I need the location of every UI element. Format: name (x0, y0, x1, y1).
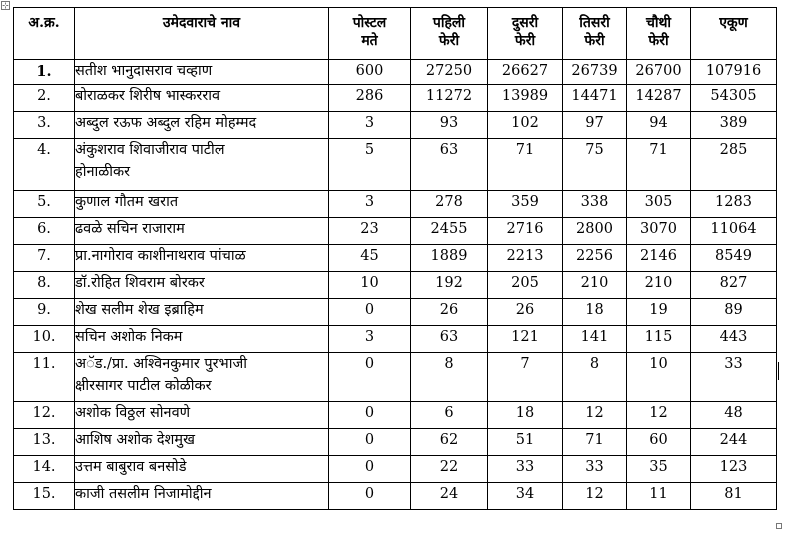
header-round-3-line-2: फेरी (584, 33, 605, 49)
candidate-name-cell (75, 353, 329, 402)
round-1-cell: 1889 (411, 245, 488, 272)
serial-cell: 13. (14, 429, 75, 456)
header-postal-votes (329, 8, 411, 60)
header-round-2-line-1: दुसरी (511, 15, 539, 31)
round-3-cell: 18 (563, 299, 627, 326)
round-1-cell: 26 (411, 299, 488, 326)
round-3-cell: 33 (563, 456, 627, 483)
postal-votes-cell: 0 (329, 402, 411, 429)
total-cell: 107916 (691, 60, 777, 85)
candidate-name-line: ढवळे सचिन राजाराम (75, 221, 185, 237)
table-row (14, 245, 777, 272)
postal-votes-cell: 3 (329, 112, 411, 139)
header-round-3 (563, 8, 627, 60)
header-round-4-line-2: फेरी (648, 33, 669, 49)
postal-votes-cell: 0 (329, 456, 411, 483)
candidate-name-cell (75, 112, 329, 139)
table-row (14, 353, 777, 402)
total-cell: 123 (691, 456, 777, 483)
serial-cell: 3. (14, 112, 75, 139)
total-cell: 11064 (691, 218, 777, 245)
results-table (13, 7, 777, 510)
total-cell: 389 (691, 112, 777, 139)
table-row (14, 139, 777, 191)
candidate-name-cell (75, 60, 329, 85)
round-3-cell: 141 (563, 326, 627, 353)
candidate-name-line: क्षीरसागर पाटील कोळीकर (75, 378, 212, 394)
header-round-2 (488, 8, 563, 60)
header-row (14, 8, 777, 60)
round-2-cell: 2716 (488, 218, 563, 245)
round-2-cell: 102 (488, 112, 563, 139)
total-cell: 48 (691, 402, 777, 429)
candidate-name-line: अंकुशराव शिवाजीराव पाटील (75, 142, 225, 158)
candidate-name-cell (75, 272, 329, 299)
candidate-name-cell (75, 402, 329, 429)
candidate-name-line: प्रा.नागोराव काशीनाथराव पांचाळ (75, 248, 246, 264)
candidate-name-line: अब्दुल रऊफ अब्दुल रहिम मोहम्मद (75, 115, 257, 131)
table-row (14, 191, 777, 218)
round-4-cell: 305 (627, 191, 691, 218)
round-3-cell: 2800 (563, 218, 627, 245)
table-row (14, 429, 777, 456)
candidate-name-cell (75, 85, 329, 112)
round-4-cell: 12 (627, 402, 691, 429)
round-2-cell: 34 (488, 483, 563, 510)
total-cell: 81 (691, 483, 777, 510)
round-1-cell: 62 (411, 429, 488, 456)
candidate-name-line: डॉ.रोहित शिवराम बोरकर (75, 275, 205, 291)
candidate-name-cell (75, 245, 329, 272)
serial-cell: 12. (14, 402, 75, 429)
candidate-name-cell (75, 456, 329, 483)
round-4-cell: 115 (627, 326, 691, 353)
postal-votes-cell: 3 (329, 326, 411, 353)
header-candidate-name: उमेदवाराचे नाव (75, 8, 329, 60)
round-2-cell: 71 (488, 139, 563, 191)
postal-votes-cell: 10 (329, 272, 411, 299)
candidate-name-line: बोराळकर शिरीष भास्करराव (75, 88, 221, 104)
total-cell: 89 (691, 299, 777, 326)
round-3-cell: 8 (563, 353, 627, 402)
serial-cell: 10. (14, 326, 75, 353)
table-row (14, 112, 777, 139)
round-3-cell: 26739 (563, 60, 627, 85)
candidate-name-line: अॅड./प्रा. अश्विनकुमार पुरभाजी (75, 356, 248, 372)
header-round-1-line-2: फेरी (438, 33, 460, 49)
round-1-cell: 22 (411, 456, 488, 483)
header-serial: अ.क्र. (14, 8, 75, 60)
postal-votes-cell: 286 (329, 85, 411, 112)
postal-votes-cell: 0 (329, 429, 411, 456)
round-2-cell: 18 (488, 402, 563, 429)
serial-cell: 4. (14, 139, 75, 191)
round-3-cell: 14471 (563, 85, 627, 112)
round-1-cell: 63 (411, 139, 488, 191)
header-round-3-line-1: तिसरी (579, 15, 610, 31)
round-1-cell: 192 (411, 272, 488, 299)
serial-cell: 2. (14, 85, 75, 112)
round-3-cell: 97 (563, 112, 627, 139)
round-2-cell: 51 (488, 429, 563, 456)
round-3-cell: 2256 (563, 245, 627, 272)
header-round-2-line-2: फेरी (514, 33, 536, 49)
round-4-cell: 35 (627, 456, 691, 483)
table-row (14, 272, 777, 299)
round-2-cell: 2213 (488, 245, 563, 272)
total-cell: 244 (691, 429, 777, 456)
postal-votes-cell: 5 (329, 139, 411, 191)
header-round-1-line-1: पहिली (432, 15, 466, 31)
round-3-cell: 12 (563, 483, 627, 510)
total-cell: 33 (691, 353, 777, 402)
serial-cell: 1. (14, 60, 75, 85)
candidate-name-cell (75, 299, 329, 326)
candidate-name-cell (75, 218, 329, 245)
round-4-cell: 2146 (627, 245, 691, 272)
table-row (14, 60, 777, 85)
table-row (14, 299, 777, 326)
round-3-cell: 12 (563, 402, 627, 429)
header-total: एकूण (691, 8, 777, 60)
round-4-cell: 71 (627, 139, 691, 191)
round-4-cell: 14287 (627, 85, 691, 112)
candidate-name-cell (75, 326, 329, 353)
table-move-handle[interactable]: ⊹ (2, 1, 9, 10)
total-cell: 1283 (691, 191, 777, 218)
round-4-cell: 11 (627, 483, 691, 510)
serial-cell: 11. (14, 353, 75, 402)
header-round-4-line-1: चौथी (645, 15, 672, 31)
round-2-cell: 33 (488, 456, 563, 483)
candidate-name-line: होनाळीकर (75, 164, 131, 180)
candidate-name-cell (75, 429, 329, 456)
total-cell: 285 (691, 139, 777, 191)
round-3-cell: 338 (563, 191, 627, 218)
candidate-name-line: काजी तसलीम निजामोद्दीन (75, 486, 212, 502)
postal-votes-cell: 0 (329, 353, 411, 402)
round-2-cell: 121 (488, 326, 563, 353)
candidate-name-line: कुणाल गौतम खरात (75, 194, 179, 210)
round-4-cell: 26700 (627, 60, 691, 85)
header-round-4 (627, 8, 691, 60)
total-cell: 443 (691, 326, 777, 353)
round-3-cell: 71 (563, 429, 627, 456)
round-4-cell: 10 (627, 353, 691, 402)
round-1-cell: 63 (411, 326, 488, 353)
round-1-cell: 93 (411, 112, 488, 139)
candidate-name-cell (75, 483, 329, 510)
serial-cell: 8. (14, 272, 75, 299)
round-4-cell: 210 (627, 272, 691, 299)
round-2-cell: 13989 (488, 85, 563, 112)
round-3-cell: 210 (563, 272, 627, 299)
postal-votes-cell: 3 (329, 191, 411, 218)
serial-cell: 15. (14, 483, 75, 510)
table-row (14, 85, 777, 112)
candidate-name-cell (75, 191, 329, 218)
header-round-1 (411, 8, 488, 60)
header-postal-line-1: पोस्टल (352, 15, 387, 31)
round-2-cell: 26627 (488, 60, 563, 85)
table-row (14, 326, 777, 353)
round-4-cell: 60 (627, 429, 691, 456)
round-2-cell: 7 (488, 353, 563, 402)
table-row (14, 483, 777, 510)
round-1-cell: 24 (411, 483, 488, 510)
round-4-cell: 19 (627, 299, 691, 326)
postal-votes-cell: 23 (329, 218, 411, 245)
candidate-name-line: शेख सलीम शेख इब्राहिम (75, 302, 204, 318)
table-row (14, 218, 777, 245)
candidate-name-line: सचिन अशोक निकम (75, 329, 183, 345)
table-row (14, 402, 777, 429)
candidate-name-line: उत्तम बाबुराव बनसोडे (75, 459, 187, 475)
postal-votes-cell: 0 (329, 483, 411, 510)
postal-votes-cell: 600 (329, 60, 411, 85)
table-resize-handle[interactable] (776, 523, 782, 529)
total-cell: 827 (691, 272, 777, 299)
round-1-cell: 11272 (411, 85, 488, 112)
round-1-cell: 27250 (411, 60, 488, 85)
serial-cell: 7. (14, 245, 75, 272)
postal-votes-cell: 0 (329, 299, 411, 326)
serial-cell: 14. (14, 456, 75, 483)
round-1-cell: 6 (411, 402, 488, 429)
round-3-cell: 75 (563, 139, 627, 191)
round-1-cell: 2455 (411, 218, 488, 245)
total-cell: 8549 (691, 245, 777, 272)
candidate-name-line: अशोक विठ्ठल सोनवणे (75, 405, 191, 421)
round-2-cell: 205 (488, 272, 563, 299)
candidate-name-cell (75, 139, 329, 191)
header-postal-line-2: मते (361, 33, 378, 49)
text-cursor (778, 362, 779, 380)
round-2-cell: 26 (488, 299, 563, 326)
round-4-cell: 3070 (627, 218, 691, 245)
round-4-cell: 94 (627, 112, 691, 139)
total-cell: 54305 (691, 85, 777, 112)
round-1-cell: 8 (411, 353, 488, 402)
round-1-cell: 278 (411, 191, 488, 218)
table-row (14, 456, 777, 483)
candidate-name-line: सतीश भानुदासराव चव्हाण (75, 63, 213, 79)
serial-cell: 5. (14, 191, 75, 218)
candidate-name-line: आशिष अशोक देशमुख (75, 432, 195, 448)
round-2-cell: 359 (488, 191, 563, 218)
postal-votes-cell: 45 (329, 245, 411, 272)
serial-cell: 9. (14, 299, 75, 326)
serial-cell: 6. (14, 218, 75, 245)
